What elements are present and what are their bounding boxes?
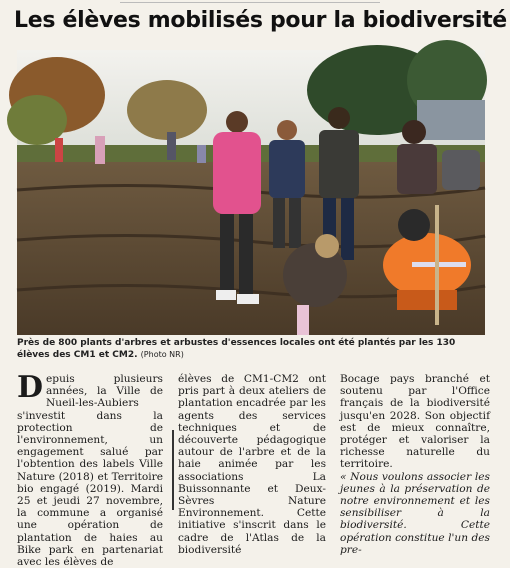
column-1-text: epuis plusieurs années, la Ville de Nueil-les-Aubiers s'investit dans la protection de l'environnement, un engagement salué par l'obtention des labels Ville Nature (2018) et Territoire bio engagé (2019). Mardi 25 et jeudi 27 novembre, la commune a organisé une opération de plantation de haies au Bike park en partenariat avec les élèves de <box>17 373 163 568</box>
photo-caption <box>17 337 489 361</box>
article-column-3 <box>340 373 490 556</box>
article-column-1 <box>17 370 163 568</box>
drop-cap: D <box>17 370 44 405</box>
children-planting-trees-photo <box>17 50 485 335</box>
column-3-text: Bocage pays branché et soutenu par l'Office français de la biodiversité jusqu'en 2028. Son objectif est de mieux connaître, protéger et valoriser la richesse naturelle du territoire. <box>340 373 490 471</box>
top-rule <box>120 0 380 3</box>
photo-credit: (Photo NR) <box>140 350 184 359</box>
column-3-quote: « Nous voulons associer les jeunes à la préservation de notre environnement et les sensibiliser à la biodiversité. Cette opération constitue l'un des pre- <box>340 470 490 556</box>
article-column-2 <box>178 373 326 556</box>
column-2-text: élèves de CM1-CM2 ont pris part à deux ateliers de plantation encadrée par les agents des services techniques et de découverte pédagogique autour de l'arbre et de la haie animée par les associations La Buissonnante et Deux-Sèvres Nature Environnement. Cette initiative s'inscrit dans le cadre de l'Atlas de la biodiversité <box>178 373 326 556</box>
article-headline: Les élèves mobilisés pour la biodiversité <box>14 8 507 33</box>
column-divider <box>172 430 174 510</box>
caption-text: Près de 800 plants d'arbres et arbustes d'essences locales ont été plantés par les 130 élèves des CM1 et CM2. <box>17 338 456 360</box>
article-photo <box>17 50 485 335</box>
